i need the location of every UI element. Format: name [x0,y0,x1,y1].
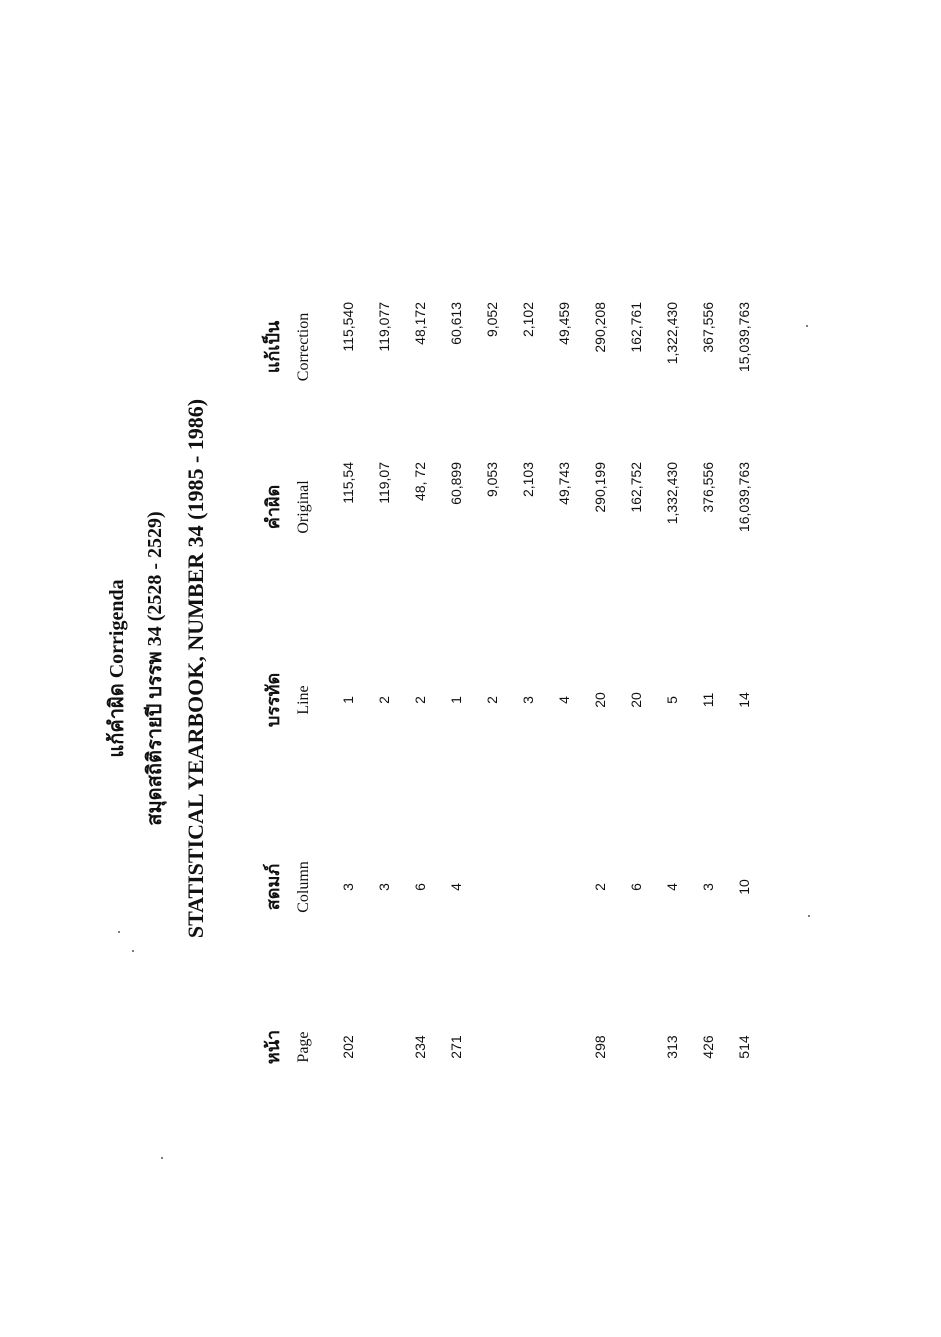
header-original-thai: คำผิด [263,484,283,530]
cell-column: 2 [592,883,608,891]
cell-column: 3 [340,883,356,891]
cell-original: 1,332,430 [664,462,680,525]
cell-original: 16,039,763 [736,462,752,533]
header-page-english: Page [295,1031,312,1063]
cell-column: 4 [664,883,680,891]
cell-column: 10 [736,879,752,895]
cell-page: 234 [412,1035,428,1059]
scan-speck [118,931,120,933]
cell-original: 48, 72 [412,462,428,501]
cell-line: 11 [700,692,716,708]
cell-line: 2 [412,696,428,704]
scan-speck [808,915,810,917]
cell-line: 4 [556,696,572,704]
header-original [258,447,313,567]
cell-correction: 119,077 [376,302,392,352]
cell-line: 2 [484,696,500,704]
header-line [258,640,313,760]
scan-speck [161,1157,163,1159]
cell-line: 1 [340,696,356,704]
cell-page: 298 [592,1035,608,1059]
header-column-thai: สดมภ์ [263,863,283,911]
cell-original: 290,199 [592,462,608,513]
cell-page: 313 [664,1035,680,1059]
cell-line: 20 [628,692,644,708]
cell-line: 1 [448,696,464,704]
header-column [258,827,313,947]
header-page-thai: หน้า [263,1029,283,1065]
cell-column: 6 [628,883,644,891]
title-english: STATISTICAL YEARBOOK, NUMBER 34 (1985 - 1986) [183,398,208,939]
scan-speck [806,325,808,327]
cell-original: 2,103 [520,462,536,498]
cell-page: 271 [448,1035,464,1059]
cell-correction: 49,459 [556,302,572,345]
cell-correction: 1,322,430 [664,302,680,365]
cell-line: 3 [520,696,536,704]
header-original-english: Original [295,480,312,534]
cell-line: 14 [736,692,752,708]
cell-line: 2 [376,696,392,704]
cell-original: 115,54 [340,462,356,504]
cell-correction: 115,540 [340,302,356,352]
cell-line: 5 [664,696,680,704]
cell-original: 49,743 [556,462,572,505]
cell-original: 60,899 [448,462,464,505]
cell-correction: 48,172 [412,302,428,345]
header-correction [258,287,313,407]
cell-page: 514 [736,1035,752,1059]
header-page [258,987,313,1107]
header-correction-english: Correction [295,312,312,382]
header-column-english: Column [295,861,312,913]
cell-line: 20 [592,692,608,708]
header-correction-thai: แก้เป็น [263,320,283,374]
cell-page: 426 [700,1035,716,1059]
header-line-thai: บรรทัด [263,672,283,728]
cell-correction: 290,208 [592,302,608,353]
scan-speck [132,950,134,952]
title-thai: แก้คำผิด Corrigenda [106,579,128,758]
cell-page: 202 [340,1035,356,1059]
cell-original: 376,556 [700,462,716,513]
cell-column: 6 [412,883,428,891]
header-line-english: Line [295,685,312,715]
cell-correction: 2,102 [520,302,536,338]
title-thai-yearbook: สมุดสถิติรายปี บรรพ 34 (2528 - 2529) [144,511,166,826]
cell-original: 162,752 [628,462,644,513]
cell-correction: 60,613 [448,302,464,345]
cell-column: 3 [376,883,392,891]
cell-column: 3 [700,883,716,891]
cell-original: 119,07 [376,462,392,504]
cell-original: 9,053 [484,462,500,498]
cell-column: 4 [448,883,464,891]
cell-correction: 162,761 [628,302,644,353]
cell-correction: 9,052 [484,302,500,338]
cell-correction: 15,039,763 [736,302,752,373]
cell-correction: 367,556 [700,302,716,353]
